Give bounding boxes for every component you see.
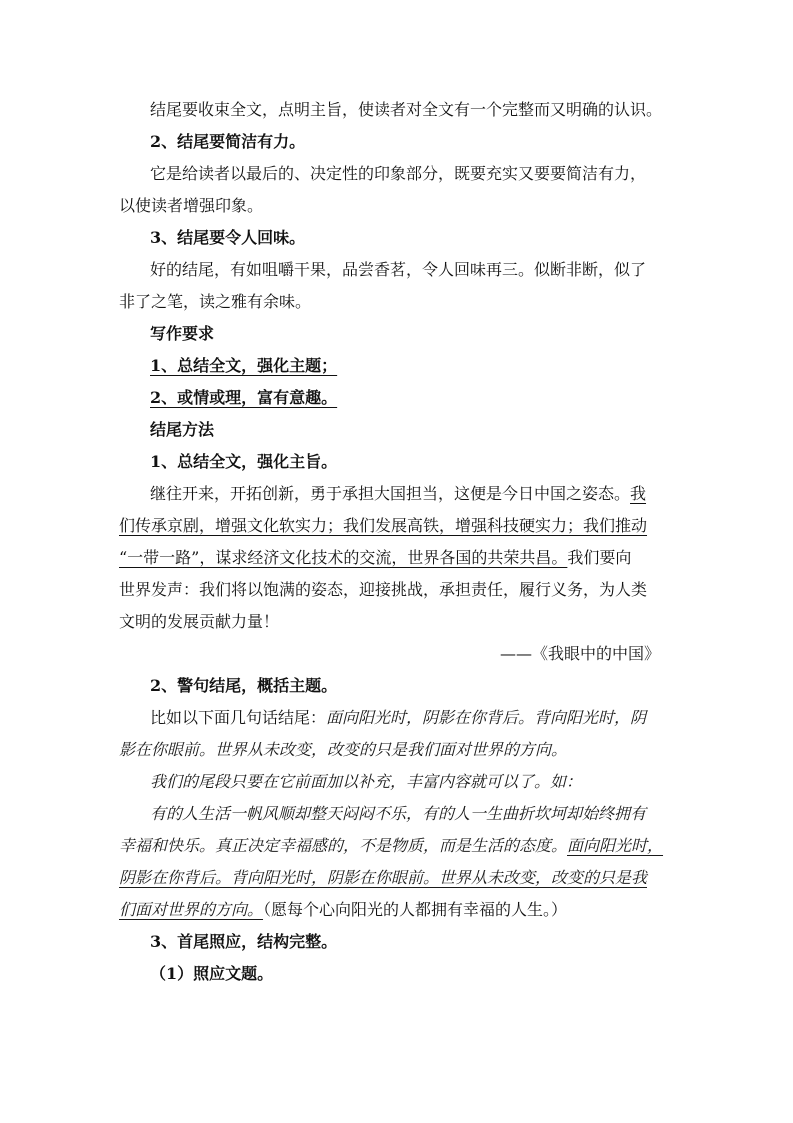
- text-span: 文明的发展贡献力量！: [119, 612, 280, 631]
- heading-3: [150, 227, 305, 249]
- text-span: 继往开来，开拓创新，勇于承担大国担当，这便是今日中国之姿态。: [150, 484, 631, 503]
- example-line: [119, 899, 567, 921]
- example-line: [150, 483, 646, 505]
- subheading-text: （1）照应文题。: [150, 964, 274, 983]
- paragraph-line: [150, 99, 662, 121]
- example-line: [119, 835, 663, 857]
- example-source: [500, 643, 660, 665]
- example-line: [119, 547, 631, 569]
- paragraph-line: [150, 259, 646, 281]
- text-span: 它是给读者以最后的、决定性的印象部分，既要充实又要要简洁有力，: [150, 164, 647, 183]
- underlined-text: 我: [630, 484, 647, 503]
- example-line: [119, 579, 647, 601]
- text-span: 世界发声：我们将以饱满的姿态，迎接挑战，承担责任，履行义务，为人类: [119, 580, 648, 599]
- underlined-text: 们面对世界的方向。: [119, 900, 264, 919]
- section-title-text: 结尾方法: [150, 420, 215, 439]
- underlined-text: “一带一路”，谋求经济文化技术的交流，世界各国的共荣共昌。: [119, 548, 568, 567]
- text-span: 以使读者增强印象。: [119, 196, 264, 215]
- source-text: ——《我眼中的中国》: [499, 644, 660, 663]
- paragraph-line: [119, 195, 263, 217]
- heading-text: 3、首尾照应，结构完整。: [150, 932, 338, 951]
- requirement-1: [150, 355, 337, 377]
- text-span: （愿每个心向阳光的人都拥有幸福的人生。）: [263, 900, 568, 919]
- example-line: [119, 739, 567, 761]
- text-span: 我们要向: [567, 548, 632, 567]
- example-line: [119, 515, 647, 537]
- section-title-text: 写作要求: [150, 324, 215, 343]
- method-1-heading: [150, 451, 337, 473]
- example-line: [150, 803, 646, 825]
- text-span: 比如以下面几句话结尾：: [150, 708, 327, 727]
- underlined-text: 们传承京剧，增强文化软实力；我们发展高铁，增强科技硬实力；我们推动: [119, 516, 648, 535]
- handwritten-style-text: 影在你眼前。世界从未改变，改变的只是我们面对世界的方向。: [119, 740, 568, 759]
- section-title-requirements: [150, 323, 214, 345]
- example-line: [150, 771, 582, 793]
- text-span: 非了之笔，读之雅有余味。: [119, 292, 312, 311]
- requirement-2: [150, 387, 337, 409]
- paragraph-line: [119, 291, 311, 313]
- underlined-text: 阴影在你背后。背向阳光时，阴影在你眼前。世界从未改变，改变的只是我: [119, 868, 648, 887]
- example-line: [119, 611, 279, 633]
- handwritten-style-text: 面向阳光时，阴影在你背后。背向阳光时，阴: [326, 708, 647, 727]
- method-3-subheading: [150, 963, 273, 985]
- text-span: 2、或情或理，富有意趣。: [150, 388, 338, 407]
- section-title-methods: [150, 419, 214, 441]
- method-2-heading: [150, 675, 337, 697]
- paragraph-line: [150, 163, 646, 185]
- heading-text: 2、结尾要简洁有力。: [150, 132, 306, 151]
- handwritten-style-text: 幸福和快乐。真正决定幸福感的，不是物质，而是生活的态度。: [119, 836, 568, 855]
- underlined-text: 面向阳光时，: [567, 836, 664, 855]
- text-span: 1、总结全文，强化主题；: [150, 356, 338, 375]
- text-span: 结尾要收束全文，点明主旨，使读者对全文有一个完整而又明确的认识。: [150, 100, 663, 119]
- heading-text: 3、结尾要令人回味。: [150, 228, 306, 247]
- handwritten-style-text: 有的人生活一帆风顺却整天闷闷不乐，有的人一生曲折坎坷却始终拥有: [150, 804, 647, 823]
- method-3-heading: [150, 931, 337, 953]
- heading-text: 1、总结全文，强化主旨。: [150, 452, 338, 471]
- handwritten-style-text: 我们的尾段只要在它前面加以补充，丰富内容就可以了。如：: [150, 772, 583, 791]
- text-span: 好的结尾，有如咀嚼干果，品尝香茗，令人回味再三。似断非断，似了: [150, 260, 647, 279]
- heading-text: 2、警句结尾，概括主题。: [150, 676, 338, 695]
- example-line: [119, 867, 647, 889]
- example-line: [150, 707, 646, 729]
- heading-2: [150, 131, 305, 153]
